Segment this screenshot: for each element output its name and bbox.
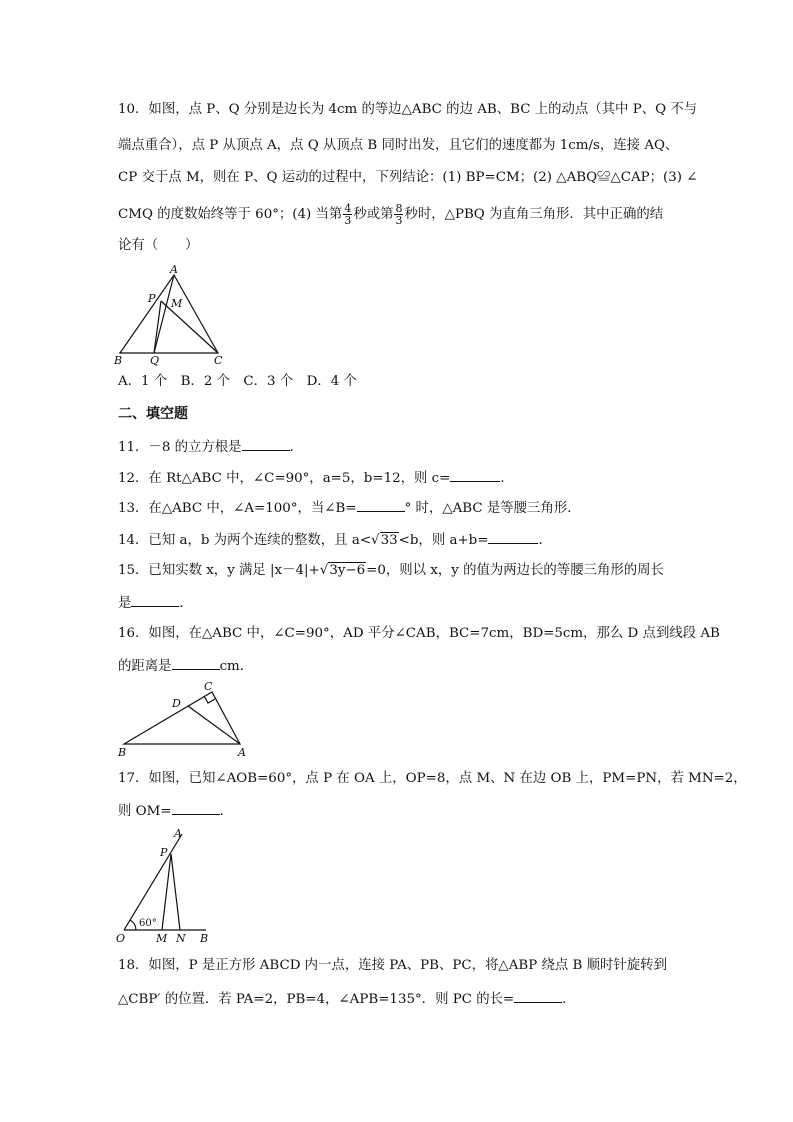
q10-line5: 论有（ ） <box>118 238 199 253</box>
sqrt-3y-6: √3y−6 <box>319 563 366 578</box>
label-n: N <box>176 932 186 945</box>
q15-line1: 15．已知实数 x，y 满足 |x－4|+√3y−6=0，则以 x，y 的值为两边长的等腰三角形的周长 <box>118 561 664 581</box>
answer-blank <box>450 467 500 482</box>
q10-line4-c: 秒时，△PBQ 为直角三角形．其中正确的结 <box>404 207 664 222</box>
answer-blank <box>357 497 405 512</box>
q10-options: A．1 个 B．2 个 C．3 个 D．4 个 <box>118 374 357 389</box>
fraction-4-3: $\frac{4}{3}$ <box>344 202 352 227</box>
label-b: B <box>114 354 123 367</box>
q17-angle-figure <box>114 824 218 946</box>
q10-line4-b: 秒或第 <box>353 207 394 222</box>
answer-blank <box>172 655 220 670</box>
fraction-8-3: $\frac{8}{3}$ <box>395 202 403 227</box>
right-angle-mark <box>204 696 215 703</box>
q12: 12．在 Rt△ABC 中，∠C=90°，a=5，b=12，则 c= ． <box>118 467 514 489</box>
label-m: M <box>171 297 183 310</box>
segment-pn <box>171 854 180 930</box>
q14: 14．已知 a，b 为两个连续的整数，且 a<√33<b，则 a+b= ． <box>118 529 552 551</box>
answer-blank <box>172 800 220 815</box>
angle-arc <box>130 920 136 930</box>
answer-blank <box>514 988 562 1003</box>
q16-triangle-figure <box>116 680 256 762</box>
label-p: P <box>160 846 168 859</box>
answer-blank <box>242 436 290 451</box>
sqrt-33: √33 <box>371 533 398 548</box>
q18-line2: △CBP′ 的位置．若 PA=2，PB=4，∠APB=135°．则 PC 的长= ． <box>118 988 576 1010</box>
label-m: M <box>156 932 168 945</box>
q10-triangle-figure <box>112 264 227 368</box>
label-b: B <box>200 932 209 945</box>
segment-cp <box>161 301 218 353</box>
q16-line1: 16．如图，在△ABC 中，∠C=90°，AD 平分∠CAB，BC=7cm，BD=5cm，那么 D 点到线段 AB <box>118 626 720 641</box>
answer-blank <box>488 529 538 544</box>
segment-aq <box>154 275 174 353</box>
label-a: A <box>238 746 246 759</box>
segment-pq <box>154 301 161 353</box>
triangle-abc <box>124 692 240 744</box>
label-b: B <box>118 746 127 759</box>
label-p: P <box>148 292 156 305</box>
q10-line4 <box>118 203 663 226</box>
q11: 11．－8 的立方根是 ． <box>118 436 303 458</box>
label-a: A <box>170 263 178 276</box>
label-c: C <box>214 354 223 367</box>
triangle-abc <box>120 275 218 353</box>
label-q: Q <box>150 354 160 367</box>
label-d: D <box>172 697 181 710</box>
label-o: O <box>116 932 126 945</box>
label-a: A <box>174 827 182 840</box>
q10-line1: 10．如图，点 P、Q 分别是边长为 4cm 的等边△ABC 的边 AB、BC 上的动点（其中 P、Q 不与 <box>118 102 698 117</box>
label-angle: 60° <box>139 918 157 929</box>
section-title: 二、填空题 <box>118 406 188 422</box>
q10-line4-a: CMQ 的度数始终等于 60°；(4) 当第 <box>118 207 343 222</box>
q18-line1: 18．如图，P 是正方形 ABCD 内一点，连接 PA、PB、PC，将△ABP 绕点 B 顺时针旋转到 <box>118 958 667 973</box>
answer-blank <box>131 592 179 607</box>
label-c: C <box>204 680 213 693</box>
q10-line2: 端点重合），点 P 从顶点 A，点 Q 从顶点 B 同时出发，且它们的速度都为 1cm/s，连接 AQ、 <box>118 138 679 153</box>
q17-line2: 则 OM= ． <box>118 800 233 822</box>
q10-line3: CP 交于点 M，则在 P、Q 运动的过程中，下列结论：(1) BP=CM；(2) △ABQ≌△CAP；(3) ∠ <box>118 170 698 185</box>
q17-line1: 17．如图，已知∠AOB=60°，点 P 在 OA 上，OP=8，点 M、N 在边 OB 上，PM=PN，若 MN=2， <box>118 771 747 786</box>
ray-oa <box>124 834 182 930</box>
q15-line2: 是 ． <box>118 592 193 614</box>
q16-line2: 的距离是 cm． <box>118 655 253 677</box>
segment-ad <box>188 706 240 744</box>
q13: 13．在△ABC 中，∠A=100°，当∠B= ° 时，△ABC 是等腰三角形． <box>118 497 581 519</box>
